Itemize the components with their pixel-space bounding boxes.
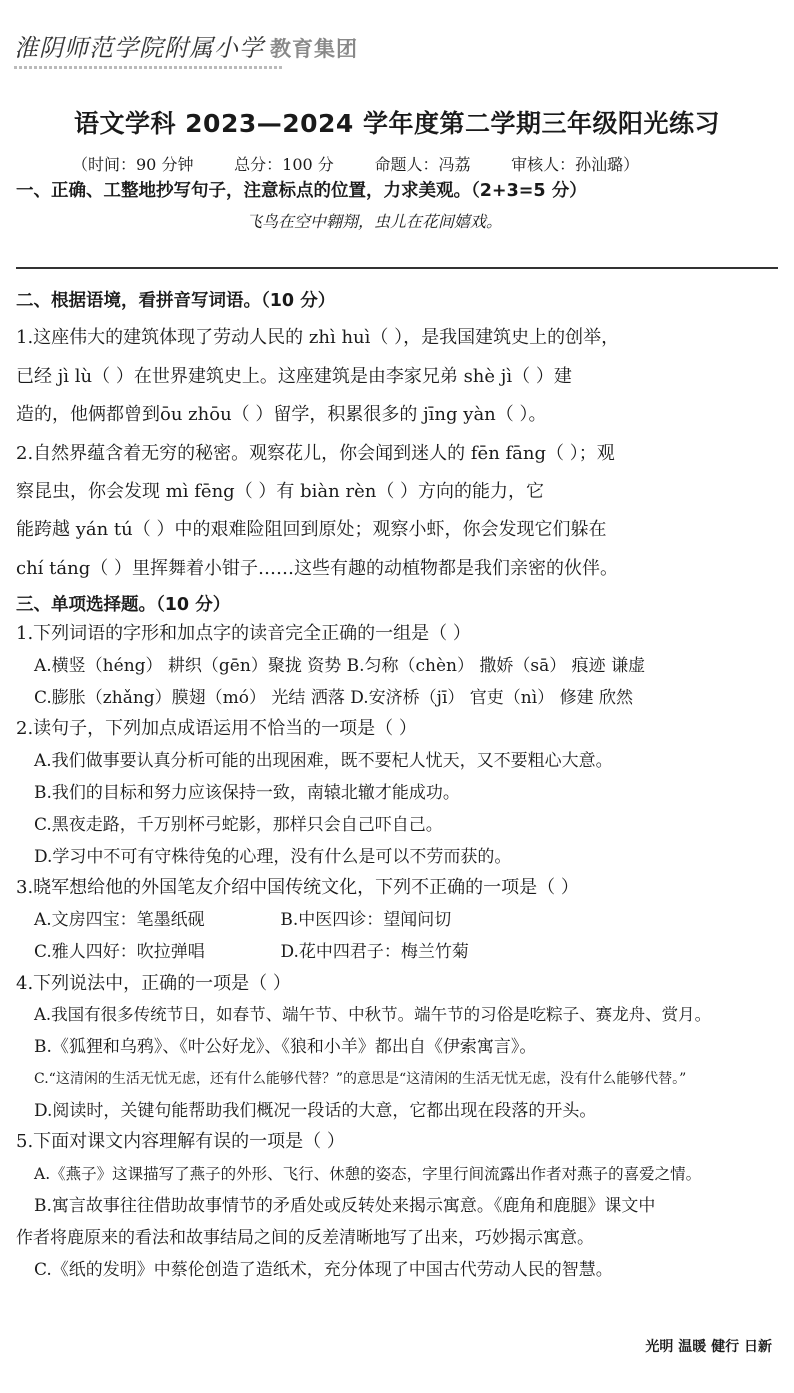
question-1-options-ab: A.横竖（héng） 耕织（gēn）聚拢 资势 B.匀称（chèn） 撒娇（sā） 痕迹 谦虚	[34, 656, 646, 676]
question-5-option-a: A.《燕子》这课描写了燕子的外形、飞行、休憩的姿态，字里行间流露出作者对燕子的喜爱之情。	[34, 1165, 702, 1183]
question-3-options-ab: A.文房四宝：笔墨纸砚 B.中医四诊：望闻问切	[34, 910, 452, 930]
question-2-option-a: A.我们做事要认真分析可能的出现困难，既不要杞人忧天，又不要粗心大意。	[34, 751, 613, 771]
question-4-option-c: C.“这清闲的生活无忧无虑，还有什么能够代替？”的意思是“这清闲的生活无忧无虑，没有什么能够代替。”	[34, 1071, 687, 1087]
question-4-option-a: A.我国有很多传统节日，如春节、端午节、中秋节。端午节的习俗是吃粽子、赛龙舟、赏月。	[34, 1005, 712, 1024]
question-4-option-b: B.《狐狸和乌鸦》、《叶公好龙》、《狼和小羊》都出自《伊索寓言》。	[34, 1037, 537, 1057]
school-header	[14, 28, 358, 63]
section-3-heading: 三、单项选择题。（10 分）	[16, 595, 231, 615]
question-5: 5.下面对课文内容理解有误的一项是（ ）	[16, 1131, 345, 1152]
question-2-option-c: C.黑夜走路，千万别杯弓蛇影，那样只会自己吓自己。	[34, 815, 443, 835]
header-divider	[14, 66, 284, 69]
question-3: 3.晓军想给他的外国笔友介绍中国传统文化，下列不正确的一项是（ ）	[16, 877, 579, 898]
school-motto: 光明 温暖 健行 日新	[645, 1339, 772, 1355]
exam-meta: （时间：90 分钟 总分：100 分 命题人：冯荔 审核人：孙汕璐）	[72, 155, 640, 174]
question-4-option-d: D.阅读时，关键句能帮助我们概况一段话的大意，它都出现在段落的开头。	[34, 1101, 597, 1121]
question-5-option-b-line1: B.寓言故事往往借助故事情节的矛盾处或反转处来揭示寓意。《鹿角和鹿腿》课文中	[34, 1196, 656, 1216]
question-2: 2.读句子，下列加点成语运用不恰当的一项是（ ）	[16, 718, 417, 739]
copy-sentence: 飞鸟在空中翱翔，虫儿在花间嬉戏。	[246, 212, 503, 231]
question-3-options-cd: C.雅人四好：吹拉弹唱 D.花中四君子：梅兰竹菊	[34, 942, 469, 962]
question-4: 4.下列说法中，正确的一项是（ ）	[16, 973, 291, 994]
pinyin-line-6: 能跨越 yán tú（ ）中的艰难险阻回到原处；观察小虾，你会发现它们躲在	[16, 519, 607, 540]
section-1-heading: 一、正确、工整地抄写句子，注意标点的位置，力求美观。（2+3=5 分）	[16, 181, 587, 201]
section-2-heading: 二、根据语境，看拼音写词语。（10 分）	[16, 291, 336, 311]
school-group: 教育集团	[270, 37, 358, 61]
pinyin-line-3: 造的，他俩都曾到ōu zhōu（ ）留学，积累很多的 jīng yàn（ ）。	[16, 404, 547, 425]
pinyin-line-4: 2.自然界蕴含着无穷的秘密。观察花儿，你会闻到迷人的 fēn fāng（ ）；观	[16, 443, 615, 464]
exam-title: 语文学科 2023—2024 学年度第二学期三年级阳光练习	[73, 109, 721, 138]
question-2-option-d: D.学习中不可有守株待兔的心理，没有什么是可以不劳而获的。	[34, 847, 512, 867]
writing-line[interactable]	[16, 267, 778, 269]
school-name: 淮阴师范学院附属小学	[14, 34, 264, 62]
question-1: 1.下列词语的字形和加点字的读音完全正确的一组是（ ）	[16, 623, 471, 644]
pinyin-line-7: chí táng（ ）里挥舞着小钳子……这些有趣的动植物都是我们亲密的伙伴。	[16, 558, 618, 579]
question-5-option-c: C.《纸的发明》中蔡伦创造了造纸术，充分体现了中国古代劳动人民的智慧。	[34, 1260, 613, 1280]
pinyin-line-2: 已经 jì lù（ ）在世界建筑史上。这座建筑是由李家兄弟 shè jì（ ）建	[16, 366, 572, 387]
question-5-option-b-line2: 作者将鹿原来的看法和故事结局之间的反差清晰地写了出来，巧妙揭示寓意。	[16, 1228, 594, 1248]
pinyin-line-5: 察昆虫，你会发现 mì fēng（ ）有 biàn rèn（ ）方向的能力，它	[16, 481, 545, 502]
pinyin-line-1: 1.这座伟大的建筑体现了劳动人民的 zhì huì（ ），是我国建筑史上的创举，	[16, 327, 620, 348]
question-1-options-cd: C.膨胀（zhǎng）膜翅（mó） 光结 洒落 D.安济桥（jī） 官吏（nì） 修建 欣然	[34, 688, 633, 708]
question-2-option-b: B.我们的目标和努力应该保持一致，南辕北辙才能成功。	[34, 783, 460, 803]
